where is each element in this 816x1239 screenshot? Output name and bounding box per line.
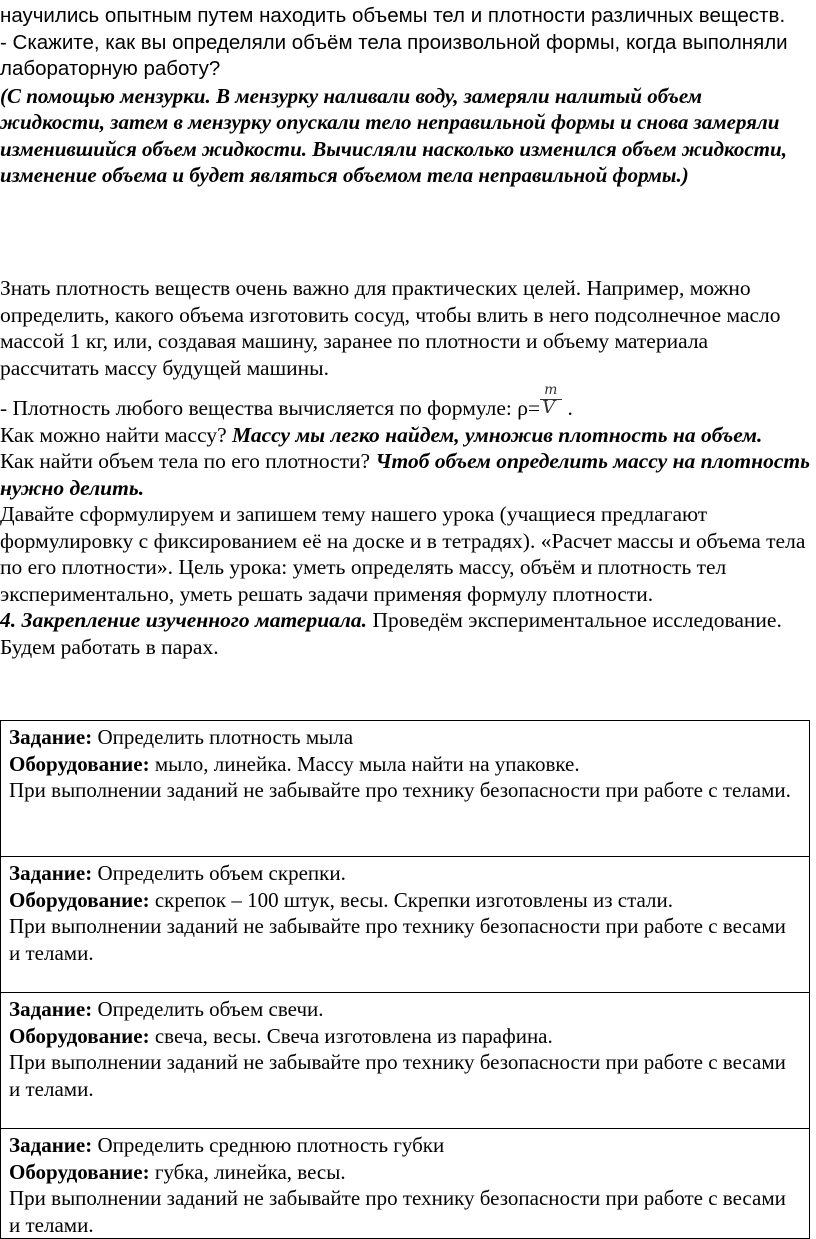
equipment-text: губка, линейка, весы. <box>149 1159 346 1184</box>
equipment-label: Оборудование: <box>9 887 150 912</box>
task-text: Определить среднюю плотность губки <box>92 1133 445 1157</box>
equipment-label: Оборудование: <box>9 751 150 776</box>
task-cell-candle <box>1 993 810 1129</box>
paragraph-lesson-topic: Давайте сформулируем и запишем тему нашего урока (учащиеся предлагают формулировку с фиксированием её на доске и в тетрадях). «Расчет массы и объема тела по его плотности». Цель урока: уметь определять массу, объём и плотность тел экспериментально, уметь решать задачи применяя формулу плотности. <box>0 502 806 606</box>
task-cell-paperclip <box>1 857 810 993</box>
tasks-table <box>0 720 810 1239</box>
equipment-text: скрепок – 100 штук, весы. Скрепки изготовлены из стали. <box>149 887 673 912</box>
mass-question-text: Как можно найти массу? <box>0 422 233 447</box>
task-label: Задание: <box>9 725 93 749</box>
equipment-text: свеча, весы. Свеча изготовлена из парафина. <box>149 1023 553 1048</box>
task-text: Определить плотность мыла <box>92 725 354 749</box>
intro-line: научились опытным путем находить объемы тел и плотности различных веществ. <box>0 4 786 27</box>
task-label: Задание: <box>9 1133 93 1157</box>
section-intro-text: Проведём экспериментальное исследование. Будем работать в парах. <box>0 608 782 659</box>
paragraph-density-importance: Знать плотность веществ очень важно для практических целей. Например, можно определить, какого объема изготовить сосуд, чтобы влить в него подсолнечное масло массой 1 кг, или, создавая машину, заранее по плотности и объему материала рассчитать массу будущей машины. <box>0 276 781 380</box>
task-text: Определить объем скрепки. <box>92 861 346 885</box>
equipment-text: мыло, линейка. Массу мыла найти на упаковке. <box>149 751 580 776</box>
volume-answer-text: Чтоб объем определить массу на плотность нужно делить. <box>0 449 810 500</box>
formula-denominator: V <box>542 397 556 418</box>
section-heading: 4. Закрепление изученного материала. <box>0 608 368 632</box>
mass-question <box>0 422 812 449</box>
table-row <box>1 857 810 993</box>
task-label: Задание: <box>9 997 93 1021</box>
table-row <box>1 1129 810 1239</box>
safety-note: При выполнении заданий не забывайте про технику безопасности при работе с весами и телами. <box>9 914 786 965</box>
density-formula-fraction <box>540 382 562 418</box>
main-section <box>0 275 812 660</box>
volume-question-text: Как найти объем тела по его плотности? <box>0 449 376 473</box>
formula-line <box>0 382 812 422</box>
answer-volume-method: (С помощью мензурки. В мензурку наливали воду, замеряли налитый объем жидкости, затем в мензурку опускали тело неправильной формы и снова замеряли изменившийся объем жидкости. Вычисляли насколько изменился объем жидкости, изменение объема и будет являться объемом тела неправильной формы.) <box>0 83 787 187</box>
table-row <box>1 993 810 1129</box>
volume-question <box>0 448 812 501</box>
equipment-label: Оборудование: <box>9 1159 150 1184</box>
formula-numerator: m <box>544 382 558 398</box>
task-cell-soap <box>1 721 810 857</box>
table-row <box>1 721 810 857</box>
section-heading-line <box>0 607 812 660</box>
safety-note: При выполнении заданий не забывайте про технику безопасности при работе с весами и телами. <box>9 1050 786 1101</box>
question-volume-method: - Скажите, как вы определяли объём тела произвольной формы, когда выполняли лабораторную работу? <box>0 30 788 80</box>
safety-note: При выполнении заданий не забывайте про технику безопасности при работе с телами. <box>9 778 791 802</box>
task-text: Определить объем свечи. <box>92 997 324 1021</box>
equipment-label: Оборудование: <box>9 1023 150 1048</box>
intro-section <box>0 3 812 189</box>
safety-note: При выполнении заданий не забывайте про технику безопасности при работе с весами и телами. <box>9 1186 786 1237</box>
formula-suffix: . <box>562 396 573 420</box>
task-label: Задание: <box>9 861 93 885</box>
task-cell-sponge <box>1 1129 810 1239</box>
formula-prefix: - Плотность любого вещества вычисляется по формуле: ρ= <box>0 396 541 420</box>
mass-answer-text: Массу мы легко найдем, умножив плотность на объем. <box>232 422 763 447</box>
